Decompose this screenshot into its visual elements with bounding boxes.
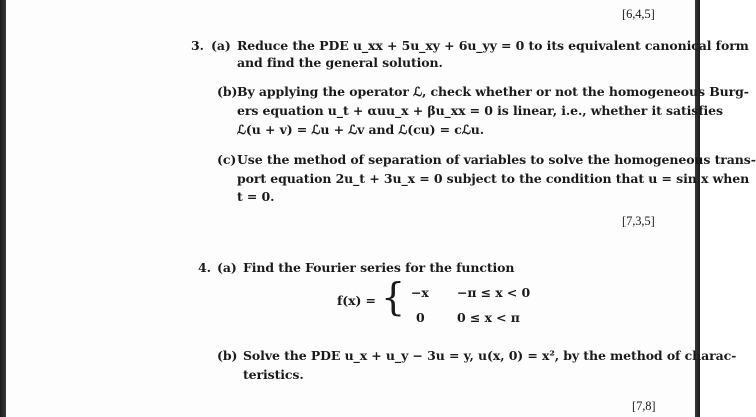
q3c-line-3: t = 0. [237,189,275,204]
q3b-label: (b) [217,84,238,99]
q3a-line-1: Reduce the PDE u_xx + 5u_xy + 6u_yy = 0 to its equivalent canonical form [237,38,749,53]
q3c-line-2: port equation 2u_t + 3u_x = 0 subject to the condition that u = sin x when [237,171,750,186]
q3-number: 3. [191,38,204,53]
q4b-label: (b) [217,348,238,363]
q3b-line-3: ℒ(u + v) = ℒu + ℒv and ℒ(cu) = cℒu. [237,122,484,137]
q3-marks: [6,4,5] [622,7,655,21]
q4-marks: [7,3,5] [622,214,655,228]
q3c-label: (c) [217,152,237,167]
q3b-line-2: ers equation u_t + αuu_x + βu_xx = 0 is linear, i.e., whether it satisfies [237,103,723,118]
q4b-marks: [7,8] [632,399,656,413]
q3c-line-1: Use the method of separation of variables to solve the homogeneous trans- [237,152,756,167]
q4a-line-1: Find the Fourier series for the function [243,260,515,275]
q4b-line-1: Solve the PDE u_x + u_y − 3u = y, u(x, 0) = x², by the method of charac- [243,348,737,363]
case-2-condition: 0 ≤ x < π [457,310,520,325]
q3b-line-1: By applying the operator ℒ, check whether or not the homogeneous Burg- [237,84,749,99]
case-1-condition: −π ≤ x < 0 [457,285,531,300]
q4a-label: (a) [217,260,237,275]
q4b-line-2: teristics. [243,367,304,382]
case-1-value: −x [411,285,429,300]
case-2-value: 0 [416,310,425,325]
q3a-label: (a) [211,38,231,53]
document-page [6,0,756,417]
curly-brace: { [381,275,406,319]
function-lhs: f(x) = [337,293,376,308]
q4-number: 4. [198,260,211,275]
q3a-line-2: and find the general solution. [237,55,443,70]
